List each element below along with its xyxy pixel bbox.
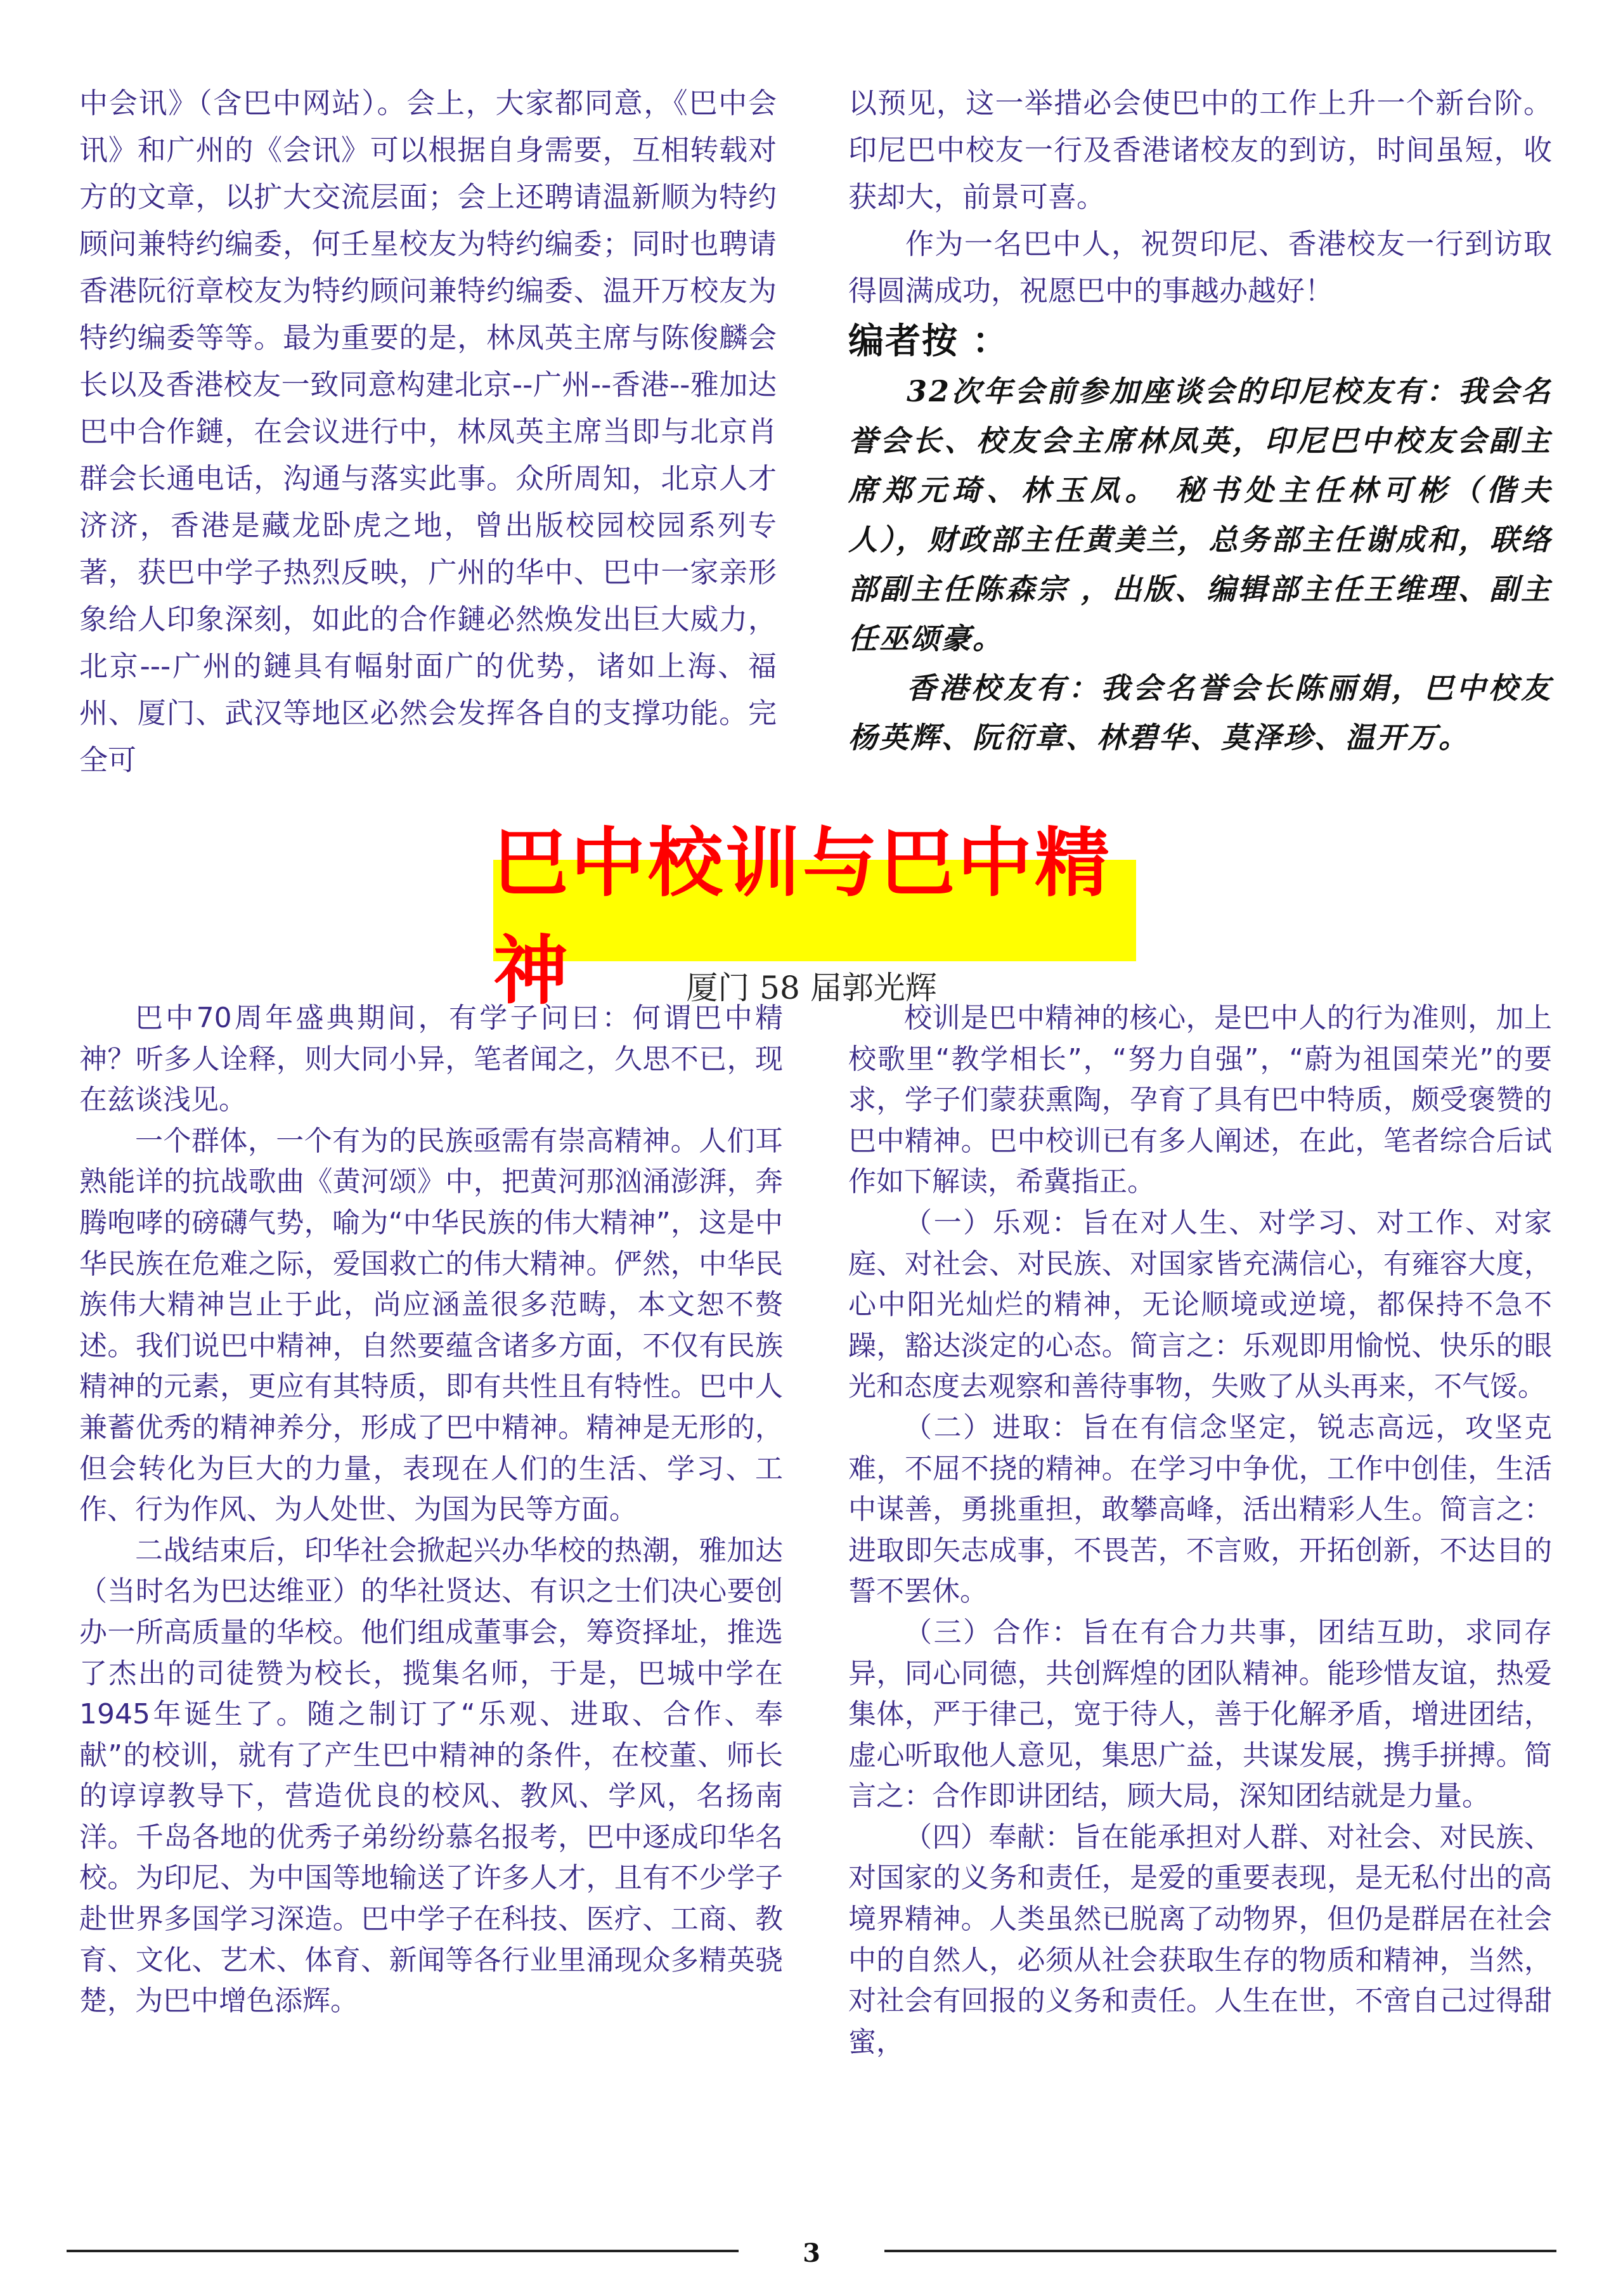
footer-rule-left	[67, 2250, 739, 2252]
article-left-paragraph-2: 一个群体，一个有为的民族亟需有崇高精神。人们耳熟能详的抗战歌曲《黄河颂》中，把黄河那汹涌澎湃，奔腾咆哮的磅礴气势，喻为“中华民族的伟大精神”，这是中华民族在危难之际，爱国救亡的伟大精神。俨然，中华民族伟大精神岂止于此，尚应涵盖很多范畴，本文恕不赘述。我们说巴中精神，自然要蕴含诸多方面，不仅有民族精神的元素，更应有其特质，即有共性且有特性。巴中人兼蓄优秀的精神养分，形成了巴中精神。精神是无形的，但会转化为巨大的力量，表现在人们的生活、学习、工作、行为作风、为人处世、为国为民等方面。	[79, 1124, 783, 1526]
article-left-paragraph-1: 巴中70周年盛典期间，有学子问曰：何谓巴中精神？听多人诠释，则大同小异，笔者闻之，久思不已，现在兹谈浅见。	[79, 1002, 783, 1117]
top-right-column	[848, 80, 1552, 762]
article-byline: 厦门 58 届郭光辉	[686, 970, 937, 1006]
editor-note-paragraph-2: 香港校友有：我会名誉会长陈丽娟，巴中校友杨英辉、阮衍章、林碧华、莫泽珍、温开万。	[848, 671, 1552, 755]
top-left-column	[79, 80, 777, 784]
article-right-paragraph-2: （一）乐观：旨在对人生、对学习、对工作、对家庭、对社会、对民族、对国家皆充满信心，有雍容大度，心中阳光灿烂的精神，无论顺境或逆境，都保持不急不躁，豁达淡定的心态。简言之：乐观即用愉悦、快乐的眼光和态度去观察和善待事物，失败了从头再来，不气馁。	[848, 1206, 1552, 1403]
article-right-paragraph-1: 校训是巴中精神的核心，是巴中人的行为准则，加上校歌里“教学相长”，“努力自强”，“蔚为祖国荣光”的要求，学子们蒙获熏陶，孕育了具有巴中特质，颇受褒赞的巴中精神。巴中校训已有多人阐述，在此，笔者综合后试作如下解读，希冀指正。	[848, 1002, 1552, 1198]
article-right-paragraph-3: （二）进取：旨在有信念坚定，锐志高远，攻坚克难，不屈不挠的精神。在学习中争优，工作中创佳，生活中谋善，勇挑重担，敢攀高峰，活出精彩人生。简言之：进取即矢志成事，不畏苦，不言败，开拓创新，不达目的誓不罢休。	[848, 1411, 1552, 1608]
page-number: 3	[803, 2238, 820, 2268]
editor-note-heading: 编者按 ：	[848, 320, 1009, 362]
article-left-paragraph-3: 二战结束后，印华社会掀起兴办华校的热潮，雅加达（当时名为巴达维亚）的华社贤达、有识之士们决心要创办一所高质量的华校。他们组成董事会，筹资择址，推选了杰出的司徒赞为校长，揽集名师，于是，巴城中学在1945年诞生了。随之制订了“乐观、进取、合作、奉献”的校训，就有了产生巴中精神的条件，在校董、师长的谆谆教导下，营造优良的校风、教风、学风，名扬南洋。千岛各地的优秀子弟纷纷慕名报考，巴中逐成印华名校。为印尼、为中国等地输送了许多人才，且有不少学子赴世界多国学习深造。巴中学子在科技、医疗、工商、教育、文化、艺术、体育、新闻等各行业里涌现众多精英骁楚，为巴中增色添辉。	[79, 1534, 783, 2018]
article-right-paragraph-5: （四）奉献：旨在能承担对人群、对社会、对民族、对国家的义务和责任，是爱的重要表现，是无私付出的高境界精神。人类虽然已脱离了动物界，但仍是群居在社会中的自然人，必须从社会获取生存的物质和精神，当然，对社会有回报的义务和责任。人生在世，不啻自己过得甜蜜，	[848, 1820, 1552, 2058]
article-right-column	[848, 998, 1552, 2063]
top-left-paragraph: 中会讯》（含巴中网站）。会上，大家都同意，《巴中会讯》和广州的《会讯》可以根据自身需要，互相转载对方的文章，以扩大交流层面；会上还聘请温新顺为特约顾问兼特约编委，何壬星校友为特约编委；同时也聘请香港阮衍章校友为特约顾问兼特约编委、温开万校友为特约编委等等。最为重要的是，林凤英主席与陈俊麟会长以及香港校友一致同意构建北京--广州--香港--雅加达巴中合作鏈，在会议进行中，林凤英主席当即与北京肖群会长通电话，沟通与落实此事。众所周知，北京人才济济，香港是藏龙卧虎之地，曾出版校园校园系列专著，获巴中学子热烈反映，广州的华中、巴中一家亲形象给人印象深刻，如此的合作鏈必然焕发出巨大威力，北京---广州的鏈具有幅射面广的优势，诸如上海、福州、厦门、武汉等地区必然会发挥各自的支撑功能。完全可	[79, 86, 777, 777]
top-right-paragraph-1: 以预见，这一举措必会使巴中的工作上升一个新台阶。印尼巴中校友一行及香港诸校友的到访，时间虽短，收获却大，前景可喜。	[848, 86, 1552, 214]
top-right-paragraph-2: 作为一名巴中人，祝贺印尼、香港校友一行到访取得圆满成功，祝愿巴中的事越办越好！	[848, 227, 1552, 308]
article-title: 巴中校训与巴中精神	[493, 819, 1113, 1015]
article-right-paragraph-4: （三）合作：旨在有合力共事，团结互助，求同存异，同心同德，共创辉煌的团队精神。能珍惜友谊，热爱集体，严于律己，宽于待人，善于化解矛盾，增进团结，虚心听取他人意见，集思广益，共谋发展，携手拼搏。简言之：合作即讲团结，顾大局，深知团结就是力量。	[848, 1616, 1552, 1813]
footer-rule-right	[884, 2250, 1556, 2252]
article-left-column	[79, 998, 783, 2022]
editor-note-paragraph-1: 32次年会前参加座谈会的印尼校友有：我会名誉会长、校友会主席林凤英，印尼巴中校友会副主席郑元琦、林玉凤。 秘书处主任林可彬（偕夫人），财政部主任黄美兰，总务部主任谢成和，联络部副主任陈森宗 ，出版、编辑部主任王维理、副主任巫颂豪。	[848, 374, 1552, 656]
